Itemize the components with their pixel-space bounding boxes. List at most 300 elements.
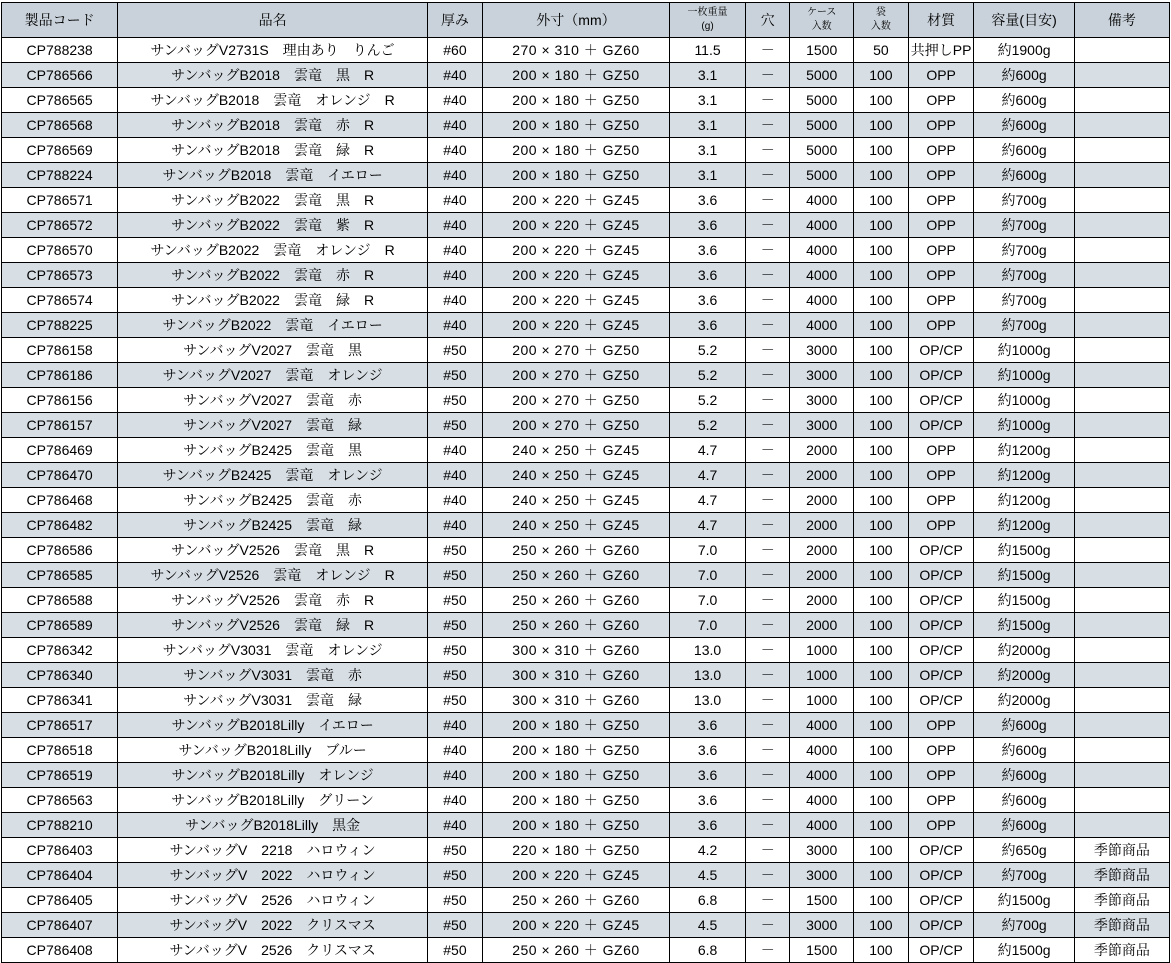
cell-product-code: CP786517 (2, 713, 118, 738)
cell-product-name: サンバッグB2018Lilly ブルー (118, 738, 428, 763)
cell-case-qty: 1000 (790, 663, 853, 688)
cell-note (1074, 738, 1169, 763)
cell-product-name: サンバッグB2018 雲竜 緑 R (118, 138, 428, 163)
cell-case-qty: 4000 (790, 213, 853, 238)
cell-unit-weight: 6.8 (670, 888, 746, 913)
cell-hole: － (746, 588, 790, 613)
cell-product-code: CP786574 (2, 288, 118, 313)
cell-product-code: CP786573 (2, 263, 118, 288)
cell-bag-qty: 100 (853, 263, 908, 288)
cell-capacity: 約600g (974, 113, 1074, 138)
cell-case-qty: 1000 (790, 638, 853, 663)
cell-material: OPP (908, 138, 974, 163)
cell-note (1074, 38, 1169, 63)
cell-product-name: サンバッグB2022 雲竜 紫 R (118, 213, 428, 238)
cell-dimensions: 200 × 180 ＋ GZ50 (482, 788, 669, 813)
cell-bag-qty: 100 (853, 313, 908, 338)
cell-unit-weight: 4.7 (670, 463, 746, 488)
cell-note (1074, 163, 1169, 188)
cell-unit-weight: 3.6 (670, 213, 746, 238)
cell-bag-qty: 100 (853, 813, 908, 838)
cell-unit-weight: 7.0 (670, 538, 746, 563)
cell-capacity: 約600g (974, 138, 1074, 163)
cell-thickness: #50 (427, 688, 482, 713)
cell-bag-qty: 100 (853, 63, 908, 88)
table-row (2, 788, 1170, 813)
cell-case-qty: 1500 (790, 888, 853, 913)
table-row (2, 363, 1170, 388)
cell-note: 季節商品 (1074, 888, 1169, 913)
cell-product-code: CP786157 (2, 413, 118, 438)
cell-thickness: #50 (427, 938, 482, 963)
cell-unit-weight: 4.7 (670, 438, 746, 463)
cell-dimensions: 220 × 180 ＋ GZ50 (482, 838, 669, 863)
cell-product-code: CP786565 (2, 88, 118, 113)
cell-dimensions: 200 × 180 ＋ GZ50 (482, 163, 669, 188)
cell-product-name: サンバッグB2018Lilly オレンジ (118, 763, 428, 788)
column-header-dimensions (482, 3, 669, 38)
cell-hole: － (746, 538, 790, 563)
cell-unit-weight: 4.7 (670, 488, 746, 513)
column-header-unit-weight-label: 一枚重量 (687, 7, 728, 18)
cell-product-code: CP786570 (2, 238, 118, 263)
cell-hole: － (746, 788, 790, 813)
cell-material: OP/CP (908, 538, 974, 563)
cell-capacity: 約700g (974, 288, 1074, 313)
cell-unit-weight: 4.2 (670, 838, 746, 863)
cell-note (1074, 713, 1169, 738)
table-row (2, 888, 1170, 913)
cell-note (1074, 763, 1169, 788)
cell-unit-weight: 4.7 (670, 513, 746, 538)
cell-case-qty: 5000 (790, 113, 853, 138)
cell-bag-qty: 100 (853, 788, 908, 813)
table-row (2, 663, 1170, 688)
cell-material: OPP (908, 713, 974, 738)
cell-thickness: #40 (427, 313, 482, 338)
cell-dimensions: 240 × 250 ＋ GZ45 (482, 488, 669, 513)
cell-unit-weight: 3.6 (670, 288, 746, 313)
cell-capacity: 約600g (974, 763, 1074, 788)
cell-dimensions: 250 × 260 ＋ GZ60 (482, 538, 669, 563)
cell-bag-qty: 100 (853, 588, 908, 613)
cell-bag-qty: 100 (853, 188, 908, 213)
table-row (2, 263, 1170, 288)
cell-product-code: CP786569 (2, 138, 118, 163)
cell-note: 季節商品 (1074, 913, 1169, 938)
cell-bag-qty: 100 (853, 88, 908, 113)
cell-bag-qty: 100 (853, 338, 908, 363)
cell-dimensions: 200 × 180 ＋ GZ50 (482, 113, 669, 138)
cell-unit-weight: 3.6 (670, 788, 746, 813)
cell-product-code: CP786403 (2, 838, 118, 863)
cell-unit-weight: 3.1 (670, 163, 746, 188)
cell-unit-weight: 3.6 (670, 713, 746, 738)
cell-case-qty: 4000 (790, 813, 853, 838)
cell-dimensions: 270 × 310 ＋ GZ60 (482, 38, 669, 63)
cell-capacity: 約600g (974, 713, 1074, 738)
cell-bag-qty: 100 (853, 413, 908, 438)
cell-note (1074, 213, 1169, 238)
cell-unit-weight: 13.0 (670, 638, 746, 663)
cell-material: OPP (908, 763, 974, 788)
cell-product-code: CP786408 (2, 938, 118, 963)
cell-unit-weight: 3.6 (670, 738, 746, 763)
cell-thickness: #50 (427, 338, 482, 363)
column-header-dimensions-label: 外寸（mm） (536, 12, 616, 28)
cell-bag-qty: 100 (853, 638, 908, 663)
cell-unit-weight: 3.6 (670, 263, 746, 288)
table-body (2, 38, 1170, 963)
cell-thickness: #50 (427, 588, 482, 613)
cell-product-code: CP786563 (2, 788, 118, 813)
cell-bag-qty: 100 (853, 213, 908, 238)
cell-dimensions: 300 × 310 ＋ GZ60 (482, 688, 669, 713)
cell-thickness: #50 (427, 538, 482, 563)
cell-product-name: サンバッグB2022 雲竜 黒 R (118, 188, 428, 213)
cell-capacity: 約600g (974, 88, 1074, 113)
cell-capacity: 約1000g (974, 388, 1074, 413)
cell-hole: － (746, 488, 790, 513)
cell-note (1074, 588, 1169, 613)
cell-case-qty: 2000 (790, 513, 853, 538)
cell-product-code: CP786585 (2, 563, 118, 588)
cell-case-qty: 5000 (790, 63, 853, 88)
cell-case-qty: 2000 (790, 463, 853, 488)
cell-hole: － (746, 88, 790, 113)
cell-product-name: サンバッグV 2526 クリスマス (118, 938, 428, 963)
table-row (2, 913, 1170, 938)
cell-dimensions: 200 × 220 ＋ GZ45 (482, 863, 669, 888)
cell-note (1074, 363, 1169, 388)
cell-bag-qty: 100 (853, 163, 908, 188)
cell-note (1074, 113, 1169, 138)
cell-material: OPP (908, 738, 974, 763)
cell-material: OP/CP (908, 588, 974, 613)
cell-hole: － (746, 688, 790, 713)
cell-thickness: #50 (427, 638, 482, 663)
cell-dimensions: 250 × 260 ＋ GZ60 (482, 613, 669, 638)
cell-capacity: 約1200g (974, 513, 1074, 538)
table-row (2, 488, 1170, 513)
cell-note (1074, 238, 1169, 263)
cell-product-name: サンバッグV2731S 理由あり りんご (118, 38, 428, 63)
cell-material: OPP (908, 113, 974, 138)
cell-product-code: CP786340 (2, 663, 118, 688)
cell-case-qty: 3000 (790, 913, 853, 938)
cell-product-code: CP788224 (2, 163, 118, 188)
cell-bag-qty: 100 (853, 388, 908, 413)
cell-bag-qty: 100 (853, 663, 908, 688)
cell-bag-qty: 100 (853, 838, 908, 863)
cell-material: OP/CP (908, 363, 974, 388)
cell-thickness: #40 (427, 763, 482, 788)
table-row (2, 188, 1170, 213)
table-row (2, 163, 1170, 188)
cell-dimensions: 200 × 220 ＋ GZ45 (482, 313, 669, 338)
cell-hole: － (746, 813, 790, 838)
cell-dimensions: 200 × 220 ＋ GZ45 (482, 188, 669, 213)
table-row (2, 388, 1170, 413)
cell-hole: － (746, 863, 790, 888)
table-row (2, 713, 1170, 738)
cell-product-name: サンバッグB2018 雲竜 イエロー (118, 163, 428, 188)
cell-hole: － (746, 388, 790, 413)
cell-product-name: サンバッグB2018Lilly グリーン (118, 788, 428, 813)
cell-case-qty: 4000 (790, 263, 853, 288)
cell-bag-qty: 100 (853, 913, 908, 938)
cell-hole: － (746, 563, 790, 588)
cell-product-name: サンバッグV2526 雲竜 緑 R (118, 613, 428, 638)
cell-hole: － (746, 263, 790, 288)
cell-dimensions: 250 × 260 ＋ GZ60 (482, 563, 669, 588)
cell-dimensions: 240 × 250 ＋ GZ45 (482, 438, 669, 463)
cell-capacity: 約600g (974, 813, 1074, 838)
cell-dimensions: 200 × 270 ＋ GZ50 (482, 388, 669, 413)
cell-note (1074, 613, 1169, 638)
cell-product-code: CP786405 (2, 888, 118, 913)
cell-dimensions: 200 × 180 ＋ GZ50 (482, 763, 669, 788)
cell-thickness: #50 (427, 613, 482, 638)
cell-material: OP/CP (908, 688, 974, 713)
cell-thickness: #50 (427, 388, 482, 413)
cell-thickness: #50 (427, 413, 482, 438)
cell-product-code: CP788238 (2, 38, 118, 63)
cell-capacity: 約1500g (974, 538, 1074, 563)
table-row (2, 538, 1170, 563)
table-row (2, 138, 1170, 163)
cell-dimensions: 200 × 180 ＋ GZ50 (482, 713, 669, 738)
cell-product-code: CP786566 (2, 63, 118, 88)
cell-material: OPP (908, 438, 974, 463)
table-row (2, 113, 1170, 138)
cell-unit-weight: 3.6 (670, 813, 746, 838)
cell-dimensions: 200 × 220 ＋ GZ45 (482, 913, 669, 938)
column-header-hole (746, 3, 790, 38)
product-spec-table (1, 2, 1170, 963)
column-header-unit-weight (670, 3, 746, 38)
cell-unit-weight: 6.8 (670, 938, 746, 963)
cell-product-code: CP786186 (2, 363, 118, 388)
cell-note (1074, 338, 1169, 363)
cell-thickness: #40 (427, 213, 482, 238)
column-header-capacity (974, 3, 1074, 38)
cell-material: OP/CP (908, 938, 974, 963)
table-row (2, 838, 1170, 863)
cell-material: OPP (908, 288, 974, 313)
cell-hole: － (746, 663, 790, 688)
cell-dimensions: 250 × 260 ＋ GZ60 (482, 888, 669, 913)
cell-case-qty: 3000 (790, 388, 853, 413)
cell-case-qty: 2000 (790, 613, 853, 638)
table-row (2, 613, 1170, 638)
cell-product-code: CP786407 (2, 913, 118, 938)
cell-capacity: 約1200g (974, 488, 1074, 513)
cell-hole: － (746, 363, 790, 388)
cell-case-qty: 3000 (790, 413, 853, 438)
cell-bag-qty: 100 (853, 888, 908, 913)
cell-case-qty: 1500 (790, 38, 853, 63)
cell-case-qty: 3000 (790, 838, 853, 863)
column-header-product-code-label: 製品コード (24, 12, 95, 28)
cell-thickness: #40 (427, 738, 482, 763)
cell-case-qty: 4000 (790, 713, 853, 738)
cell-case-qty: 2000 (790, 488, 853, 513)
cell-thickness: #50 (427, 663, 482, 688)
cell-hole: － (746, 613, 790, 638)
cell-product-name: サンバッグB2018Lilly 黒金 (118, 813, 428, 838)
cell-note (1074, 388, 1169, 413)
table-row (2, 563, 1170, 588)
cell-thickness: #40 (427, 138, 482, 163)
cell-capacity: 約1500g (974, 588, 1074, 613)
column-header-case-qty (790, 3, 853, 38)
table-row (2, 763, 1170, 788)
cell-product-name: サンバッグB2018 雲竜 黒 R (118, 63, 428, 88)
cell-dimensions: 200 × 220 ＋ GZ45 (482, 238, 669, 263)
cell-thickness: #40 (427, 788, 482, 813)
cell-unit-weight: 3.1 (670, 63, 746, 88)
cell-capacity: 約700g (974, 913, 1074, 938)
column-header-bag-qty (853, 3, 908, 38)
cell-material: OP/CP (908, 413, 974, 438)
cell-unit-weight: 5.2 (670, 363, 746, 388)
cell-note (1074, 638, 1169, 663)
cell-note (1074, 63, 1169, 88)
cell-capacity: 約700g (974, 238, 1074, 263)
cell-product-name: サンバッグV2027 雲竜 オレンジ (118, 363, 428, 388)
table-row (2, 513, 1170, 538)
column-header-material-label: 材質 (927, 12, 956, 28)
cell-capacity: 約1200g (974, 463, 1074, 488)
column-header-case-qty-sub: 入数 (811, 21, 832, 32)
cell-material: OPP (908, 788, 974, 813)
cell-product-name: サンバッグV2027 雲竜 緑 (118, 413, 428, 438)
cell-product-name: サンバッグB2425 雲竜 赤 (118, 488, 428, 513)
cell-hole: － (746, 63, 790, 88)
cell-note: 季節商品 (1074, 838, 1169, 863)
cell-material: OP/CP (908, 663, 974, 688)
cell-hole: － (746, 413, 790, 438)
cell-product-name: サンバッグV2526 雲竜 赤 R (118, 588, 428, 613)
cell-unit-weight: 3.1 (670, 113, 746, 138)
cell-product-code: CP786341 (2, 688, 118, 713)
cell-material: 共押しPP (908, 38, 974, 63)
cell-material: OP/CP (908, 388, 974, 413)
cell-capacity: 約1500g (974, 938, 1074, 963)
cell-dimensions: 300 × 310 ＋ GZ60 (482, 638, 669, 663)
cell-dimensions: 300 × 310 ＋ GZ60 (482, 663, 669, 688)
table-row (2, 238, 1170, 263)
cell-thickness: #40 (427, 288, 482, 313)
cell-case-qty: 2000 (790, 438, 853, 463)
cell-product-name: サンバッグB2022 雲竜 イエロー (118, 313, 428, 338)
cell-material: OP/CP (908, 338, 974, 363)
cell-case-qty: 3000 (790, 863, 853, 888)
cell-bag-qty: 100 (853, 538, 908, 563)
cell-product-code: CP786588 (2, 588, 118, 613)
cell-unit-weight: 4.5 (670, 913, 746, 938)
column-header-bag-qty-sub: 入数 (870, 21, 891, 32)
cell-product-name: サンバッグB2425 雲竜 オレンジ (118, 463, 428, 488)
cell-thickness: #40 (427, 238, 482, 263)
cell-capacity: 約700g (974, 263, 1074, 288)
cell-thickness: #40 (427, 263, 482, 288)
cell-case-qty: 1500 (790, 938, 853, 963)
cell-dimensions: 200 × 180 ＋ GZ50 (482, 738, 669, 763)
cell-material: OPP (908, 213, 974, 238)
cell-product-name: サンバッグV3031 雲竜 オレンジ (118, 638, 428, 663)
cell-note (1074, 488, 1169, 513)
cell-product-code: CP786158 (2, 338, 118, 363)
cell-unit-weight: 5.2 (670, 388, 746, 413)
cell-thickness: #40 (427, 488, 482, 513)
cell-product-name: サンバッグB2018Lilly イエロー (118, 713, 428, 738)
cell-unit-weight: 3.6 (670, 763, 746, 788)
cell-capacity: 約700g (974, 313, 1074, 338)
cell-product-code: CP788225 (2, 313, 118, 338)
cell-bag-qty: 100 (853, 463, 908, 488)
cell-capacity: 約600g (974, 738, 1074, 763)
cell-dimensions: 200 × 220 ＋ GZ45 (482, 288, 669, 313)
cell-dimensions: 200 × 270 ＋ GZ50 (482, 363, 669, 388)
cell-bag-qty: 100 (853, 738, 908, 763)
cell-note (1074, 438, 1169, 463)
cell-bag-qty: 100 (853, 363, 908, 388)
cell-unit-weight: 13.0 (670, 663, 746, 688)
cell-case-qty: 4000 (790, 788, 853, 813)
cell-product-code: CP786404 (2, 863, 118, 888)
cell-unit-weight: 4.5 (670, 863, 746, 888)
cell-hole: － (746, 463, 790, 488)
cell-product-name: サンバッグV2526 雲竜 オレンジ R (118, 563, 428, 588)
cell-case-qty: 3000 (790, 338, 853, 363)
cell-material: OPP (908, 88, 974, 113)
cell-hole: － (746, 738, 790, 763)
cell-thickness: #40 (427, 188, 482, 213)
cell-thickness: #50 (427, 888, 482, 913)
cell-unit-weight: 3.6 (670, 188, 746, 213)
cell-product-name: サンバッグB2022 雲竜 オレンジ R (118, 238, 428, 263)
table-row (2, 688, 1170, 713)
column-header-case-qty-label: ケース (806, 7, 837, 18)
cell-dimensions: 200 × 270 ＋ GZ50 (482, 413, 669, 438)
cell-note: 季節商品 (1074, 863, 1169, 888)
cell-thickness: #40 (427, 438, 482, 463)
cell-dimensions: 240 × 250 ＋ GZ45 (482, 463, 669, 488)
cell-note (1074, 663, 1169, 688)
cell-product-name: サンバッグV 2526 ハロウィン (118, 888, 428, 913)
cell-hole: － (746, 238, 790, 263)
cell-material: OP/CP (908, 638, 974, 663)
cell-material: OPP (908, 63, 974, 88)
cell-capacity: 約600g (974, 163, 1074, 188)
cell-product-name: サンバッグB2022 雲竜 緑 R (118, 288, 428, 313)
cell-hole: － (746, 913, 790, 938)
cell-dimensions: 200 × 220 ＋ GZ45 (482, 213, 669, 238)
cell-material: OPP (908, 188, 974, 213)
cell-unit-weight: 5.2 (670, 338, 746, 363)
cell-note (1074, 188, 1169, 213)
cell-product-name: サンバッグV 2218 ハロウィン (118, 838, 428, 863)
cell-unit-weight: 3.6 (670, 313, 746, 338)
table-row (2, 213, 1170, 238)
cell-bag-qty: 100 (853, 763, 908, 788)
cell-bag-qty: 100 (853, 113, 908, 138)
cell-bag-qty: 100 (853, 563, 908, 588)
cell-capacity: 約1200g (974, 438, 1074, 463)
cell-material: OPP (908, 463, 974, 488)
